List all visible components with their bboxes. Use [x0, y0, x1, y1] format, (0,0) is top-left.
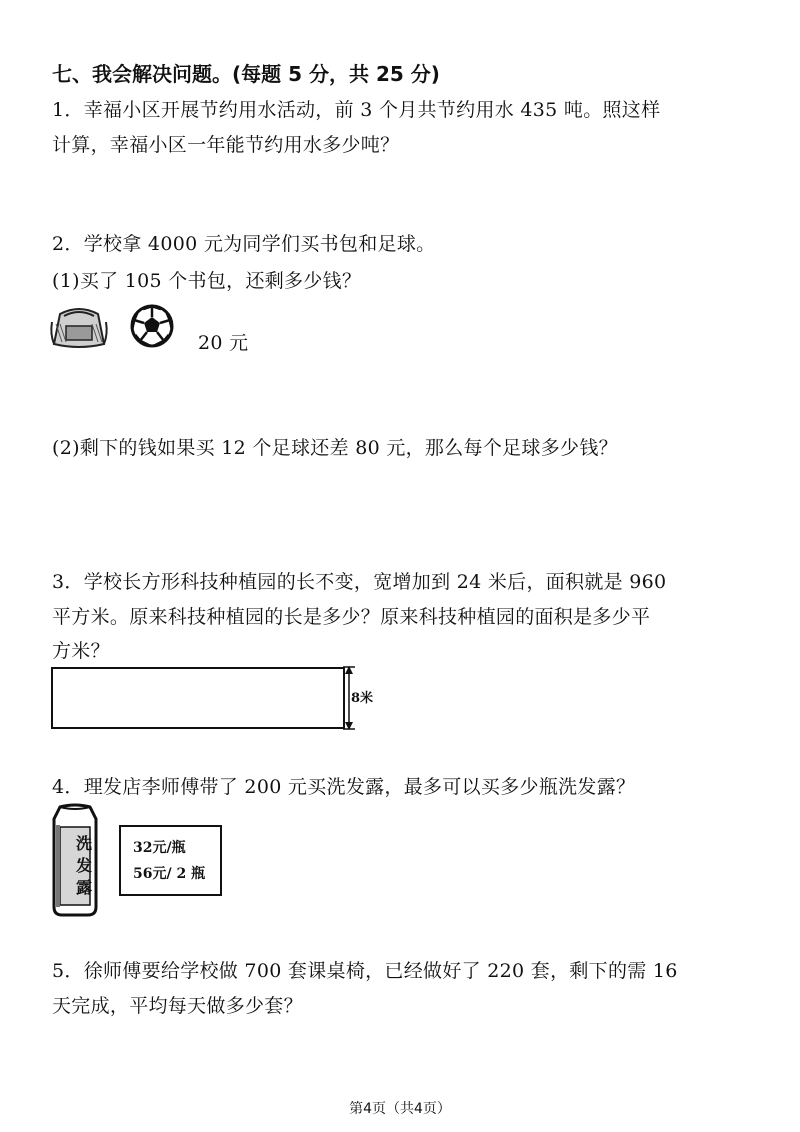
bottle-label — [72, 833, 96, 899]
q2-line1: 2．学校拿 4000 元为同学们买书包和足球。 — [52, 233, 436, 255]
page-footer: 第4页（共4页） — [349, 1101, 451, 1117]
soccer-ball-icon — [129, 303, 175, 349]
section-title: 七、我会解决问题。(每题 5 分，共 25 分) — [52, 62, 440, 86]
price-box — [119, 825, 222, 896]
q4-line1: 4．理发店李师傅带了 200 元买洗发露，最多可以买多少瓶洗发露？ — [52, 776, 636, 798]
price-per-bottle: 32元/瓶 — [133, 840, 186, 856]
q5-line2: 天完成，平均每天做多少套？ — [52, 995, 303, 1017]
q3-line3: 方米？ — [52, 640, 110, 662]
q1-line2: 计算，幸福小区一年能节约用水多少吨？ — [52, 134, 400, 156]
q3-line1: 3．学校长方形科技种植园的长不变，宽增加到 24 米后，面积就是 960 — [52, 571, 667, 593]
bottle-label-char: 洗 — [75, 834, 92, 853]
q2-sub2: (2)剩下的钱如果买 12 个足球还差 80 元，那么每个足球多少钱？ — [52, 437, 618, 459]
backpack-icon — [48, 304, 110, 350]
price-two-bottles: 56元/ 2 瓶 — [133, 866, 206, 882]
q2-sub1: (1)买了 105 个书包，还剩多少钱？ — [52, 270, 362, 292]
q5-line1: 5．徐师傅要给学校做 700 套课桌椅，已经做好了 220 套，剩下的需 16 — [52, 960, 678, 982]
q1-line1: 1．幸福小区开展节约用水活动，前 3 个月共节约用水 435 吨。照这样 — [52, 99, 661, 121]
garden-rectangle — [51, 667, 345, 729]
q3-line2: 平方米。原来科技种植园的长是多少？原来科技种植园的面积是多少平 — [52, 606, 651, 628]
bottle-label-char: 发 — [75, 856, 92, 875]
width-label: 8米 — [351, 691, 374, 706]
q2-ball-price: 20 元 — [198, 332, 249, 354]
bottle-label-char: 露 — [75, 878, 92, 897]
